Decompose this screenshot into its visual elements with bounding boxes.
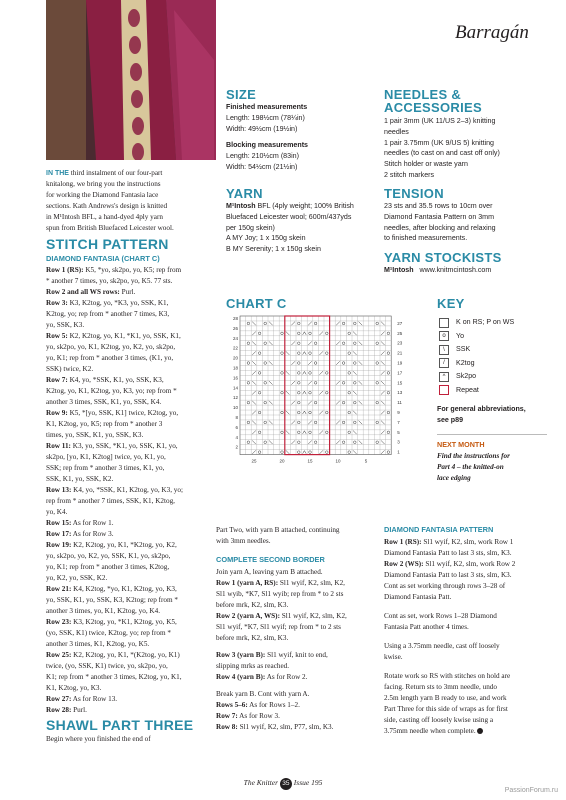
second-border-heading: COMPLETE SECOND BORDER [216, 555, 325, 564]
second-border-text [216, 567, 386, 733]
row-text: facing. Return sts to 3mm needle, undo [384, 683, 497, 691]
stitch-row-line [46, 397, 218, 408]
stitch-row-line [46, 485, 218, 496]
row-number-left: 8 [235, 414, 238, 420]
stitch-row-line [46, 430, 218, 441]
intro-line: for working the Diamond Fantasia lace [46, 191, 159, 199]
key-list [439, 316, 514, 397]
size-block [226, 102, 376, 173]
next-month-heading: NEXT MONTH [437, 440, 485, 449]
ssk-symbol-icon: \ [439, 345, 449, 355]
stitch-row-line [46, 639, 218, 650]
stitch-row-text: K2, K2tog, yo, K1, *K1, yo, SSK, K1, [69, 332, 181, 340]
stitch-row-text: SSK; rep from * another 3 times, K1, yo, [46, 464, 165, 472]
row-number-right: 27 [397, 320, 403, 326]
row-text: 2.5m length yarn B ready to use, and work [384, 694, 507, 702]
needles-heading-1: NEEDLES & [384, 87, 462, 102]
stitch-row-text: yo, SSK, K3. [46, 321, 85, 329]
row-text: Sl1 wyib, *K7, Sl1 wyib; rep from * to 2 sts [216, 590, 344, 598]
row-text: Sl1 wyif, K2, slm, work Row 1 [423, 538, 514, 546]
stitch-row-line [46, 705, 218, 716]
needles-line: needles [384, 127, 409, 136]
stitch-row-text: K3, K2tog, yo, *K1, K2tog, yo, K5, [73, 618, 177, 626]
footer-issue: Issue 195 [293, 778, 323, 787]
stitch-row-text: another 3 times, K1, K2tog, yo, K5. [46, 640, 150, 648]
stitch-row-line [46, 551, 218, 562]
intro-lead: IN THE [46, 170, 69, 177]
row-text: Diamond Fantasia Patt to last 3 sts, slm, K3. [384, 571, 512, 579]
stitch-row-line [46, 265, 218, 276]
yarn-line: Bluefaced Leicester wool; 600m/437yds [226, 212, 352, 221]
row-number-right: 7 [397, 419, 400, 425]
stitch-rows [46, 265, 218, 716]
stitch-row-line [46, 375, 218, 386]
row-number-left: 20 [232, 355, 238, 361]
row-text: 3.75mm needle when complete. [384, 727, 476, 735]
row-text: Sl1 wyif, K2, slm, K2, [279, 579, 345, 587]
stitch-row-text: K2tog, yo, K1, K2tog, yo, K3, yo; rep from * [46, 387, 177, 395]
row-number-left: 16 [232, 375, 238, 381]
row-text: kwise. [384, 653, 403, 661]
stitch-row-text: K1, K2tog, yo, K5; rep from * another 3 [46, 420, 163, 428]
stitch-row-label: Row 19: [46, 541, 72, 549]
key-item [439, 384, 514, 398]
stitch-row-text: K4, K2tog, *yo, K1, K2tog, yo, K3, [73, 585, 177, 593]
divider [437, 434, 547, 435]
stitch-row-text: K3, yo, SSK, *K1, yo, SSK, K1, yo, [72, 442, 178, 450]
stitch-row-line [46, 452, 218, 463]
row-text: Rotate work so RS with stitches on hold are [384, 672, 511, 680]
stitch-row-line [46, 540, 218, 551]
stitch-row-line [46, 309, 218, 320]
shawl-part-three-heading: SHAWL PART THREE [46, 717, 194, 733]
stitch-row-text: times, yo, SSK, K1, yo, SSK, K3. [46, 431, 144, 439]
stitch-row-label: Row 7: [46, 376, 68, 384]
page-number: 35 [280, 778, 292, 790]
stitch-row-text: Purl. [121, 288, 136, 296]
stitch-row-line [46, 320, 218, 331]
stitch-row-text: K5, *[yo, SSK, K1] twice, K2tog, yo, [69, 409, 179, 417]
row-number-right: 11 [397, 400, 402, 406]
scarf-photo [46, 0, 216, 160]
row-number-right: 3 [397, 439, 400, 445]
row-number-left: 4 [235, 434, 238, 440]
stitch-row-text: K4, yo, *SSK, K1, yo, SSK, K3, [69, 376, 164, 384]
join-line: Join yarn A, leaving yarn B attached. [216, 568, 323, 576]
stitch-row-line [46, 683, 218, 694]
stitch-row-label: Row 13: [46, 486, 72, 494]
diamond-pattern-heading: DIAMOND FANTASIA PATTERN [384, 525, 494, 534]
row-number-left: 2 [235, 444, 238, 450]
row-number-right: 21 [397, 350, 403, 356]
stitch-row-label: Row 27: [46, 695, 72, 703]
stockist-url[interactable]: www.knitmcintosh.com [419, 266, 492, 274]
stitch-row-line [46, 353, 218, 364]
knit-symbol-icon [439, 318, 449, 328]
stitch-subheading: DIAMOND FANTASIA (CHART C) [46, 254, 160, 263]
stockists-line [384, 265, 491, 276]
row-number-right: 19 [397, 360, 403, 366]
row-number-right: 1 [397, 449, 400, 455]
sk2po-symbol-icon: ^ [439, 372, 449, 382]
col-number: 15 [307, 458, 313, 464]
row-text: Sl1 wyif, *K7, Sl1 wyif; rep from * to 2 sts [216, 623, 341, 631]
stitch-row-text: K2, K2tog, yo, K1, *K2tog, yo, K2, [73, 541, 177, 549]
stitch-row-label: Row 17: [46, 530, 72, 538]
yarn-heading: YARN [226, 186, 263, 201]
finished-label: Finished measurements [226, 103, 308, 111]
footer-magazine: The Knitter [243, 778, 279, 787]
stitch-row-text: yo, K4. [46, 508, 68, 516]
intro-line: third instalment of our four-part [70, 169, 163, 177]
stitch-row-label: Row 11: [46, 442, 71, 450]
needles-line: 1 pair 3mm (UK 11/US 2–3) knitting [384, 117, 496, 125]
stitch-row-line [46, 672, 218, 683]
key-label: K on RS; P on WS [456, 318, 515, 327]
stitch-row-line [46, 364, 218, 375]
key-label: Sk2po [456, 372, 477, 381]
stitch-row-text: K5, *yo, sk2po, yo, K5; rep from [85, 266, 182, 274]
chart-c [226, 314, 426, 466]
blocking-label: Blocking measurements [226, 141, 309, 150]
stitch-row-line [46, 628, 218, 639]
finished-length: Length: 198½cm (78¼in) [226, 113, 305, 122]
stitch-row-line [46, 496, 218, 507]
stitch-row-text: K1, K2tog, yo, K3. [46, 684, 102, 692]
needles-line: needles (to cast on and cast off only) [384, 149, 500, 158]
key-label: Repeat [456, 385, 479, 394]
row-text: Cont as set, work Rows 1–28 Diamond [384, 612, 497, 620]
stitch-row-text: K3, K2tog, yo, *K3, yo, SSK, K1, [69, 299, 169, 307]
stitch-row-line [46, 298, 218, 309]
diamond-pattern-text [384, 537, 554, 737]
stitch-row-label: Row 28: [46, 706, 72, 714]
stitch-row-text: SSK, K1, yo, SSK, K2. [46, 475, 114, 483]
abbrev-note [437, 404, 526, 426]
intro-line: knitalong, we bring you the instructions [46, 180, 161, 188]
yarn-block [226, 201, 376, 255]
watermark: PassionForum.ru [504, 787, 558, 794]
row-number-left: 26 [232, 325, 238, 331]
stitch-row-text: sk2po, [yo, K1, K2tog] twice, yo, K1, yo, [46, 453, 166, 461]
row-number-left: 10 [232, 405, 238, 411]
stitch-row-line [46, 331, 218, 342]
row-label: Rows 5–6: [216, 701, 248, 709]
repeat-symbol-icon [439, 385, 449, 395]
chart-grid [226, 314, 426, 466]
yarn-brand: M¹Intosh [226, 202, 256, 210]
key-heading: KEY [437, 296, 465, 311]
stitch-row-text: yo, K1; rep from * another 3 times, (K1, yo, [46, 354, 174, 362]
stitch-row-line [46, 342, 218, 353]
row-number-left: 24 [232, 335, 238, 341]
stitch-row-line [46, 650, 218, 661]
row-text: As for Rows 1–2. [249, 701, 300, 709]
stitch-row-line [46, 386, 218, 397]
row-label: Row 3 (yarn B): [216, 651, 266, 659]
row-number-left: 6 [235, 424, 238, 430]
stitch-row-text: rep from * another 7 times, SSK, K1, K2tog, [46, 497, 175, 505]
row-label: Row 8: [216, 723, 238, 731]
stitch-row-text: (yo, SSK, K1) twice, K2tog, yo; rep from * [46, 629, 171, 637]
key-item [439, 370, 514, 384]
stitch-row-label: Row 25: [46, 651, 72, 659]
row-text: Cont as set working through rows 3–28 of [384, 582, 506, 590]
stitch-row-label: Row 15: [46, 519, 72, 527]
stitch-row-text: K2, K2tog, yo, K1, *(K2tog, yo, K1) [73, 651, 180, 659]
stitch-row-label: Row 21: [46, 585, 72, 593]
stitch-row-text: As for Row 3. [72, 530, 114, 538]
row-text: side, casting off loosely kwise using a [384, 716, 494, 724]
stitch-row-label: Row 3: [46, 299, 68, 307]
row-number-right: 9 [397, 410, 400, 416]
col2-top [216, 525, 386, 547]
key-item [439, 343, 514, 357]
next-month-text [437, 451, 510, 484]
needles-line: 1 pair 3.75mm (UK 9/US 5) knitting [384, 138, 494, 147]
stitch-pattern-heading: STITCH PATTERN [46, 236, 169, 252]
key-label: SSK [456, 345, 471, 354]
stitch-row-text: another 3 times, SSK, K1, yo, SSK, K4. [46, 398, 162, 406]
stitch-row-line [46, 419, 218, 430]
row-text: Part Three for this side of wraps as for first [384, 705, 508, 713]
intro-paragraph [46, 168, 216, 234]
row-label: Row 2 (yarn A, WS): [216, 612, 280, 620]
row-text: Fantasia Patt another 4 times. [384, 623, 469, 631]
yarn-b: B MY Serenity; 1 x 150g skein [226, 245, 321, 254]
row-text: slipping mrks as reached. [216, 662, 290, 670]
stitch-row-text: * another 7 times, yo, sk2po, yo, K5. 77 sts. [46, 277, 173, 285]
next-line: Find the instructions for [437, 452, 510, 460]
stitch-row-line [46, 463, 218, 474]
needles-line: Stitch holder or waste yarn [384, 160, 468, 169]
needles-block [384, 116, 544, 181]
row-text: Sl1 wyif, K2, slm, K2, [281, 612, 347, 620]
key-item [439, 316, 514, 330]
yarn-line: BFL (4ply weight; 100% British [257, 202, 354, 210]
stitch-row-text: SSK) twice, K2. [46, 365, 94, 373]
break-line: Break yarn B. Cont with yarn A. [216, 690, 310, 698]
col2-line: Part Two, with yarn B attached, continuing [216, 526, 340, 534]
row-text: Sl1 wyif, K2, slm, P77, slm, K3. [239, 723, 334, 731]
col-number: 5 [364, 458, 368, 464]
tension-line: needles, after blocking and relaxing [384, 223, 496, 232]
blocking-length: Length: 210½cm (83in) [226, 152, 299, 161]
shawl-part-three-text: Begin where you finished the end of [46, 735, 151, 743]
row-label: Row 2 (WS): [384, 560, 424, 568]
stockist-brand: M¹Intosh [384, 266, 414, 274]
stitch-row-line [46, 474, 218, 485]
row-number-right: 5 [397, 429, 400, 435]
stitch-row-text: twice, (yo, SSK, K1) twice, yo, sk2po, yo, [46, 662, 168, 670]
row-text: Diamond Fantasia Patt to last 3 sts, slm, K3. [384, 549, 512, 557]
stitch-row-line [46, 694, 218, 705]
end-mark-icon [477, 728, 483, 734]
stitch-row-text: yo, SSK, K1, yo, SSK, K3, K2tog; rep from * [46, 596, 178, 604]
row-label: Row 1 (yarn A, RS): [216, 579, 279, 587]
stitch-row-text: Purl. [73, 706, 87, 714]
stitch-row-text: another 3 times, yo, K1, K2tog, yo, K4. [46, 607, 160, 615]
yarn-a: A MY Joy; 1 x 150g skein [226, 234, 306, 243]
row-text: As for Row 2. [266, 673, 308, 681]
stitch-row-line [46, 595, 218, 606]
row-number-right: 25 [397, 330, 403, 336]
row-number-left: 14 [232, 385, 238, 391]
col2-line: with 3mm needles. [216, 537, 271, 545]
tension-line: to finished measurements. [384, 234, 468, 243]
stitch-row-line [46, 584, 218, 595]
row-label: Row 1 (RS): [384, 538, 422, 546]
stitch-row-text: K2tog, yo; rep from * another 7 times, K3, [46, 310, 170, 318]
stitch-row-line [46, 606, 218, 617]
stitch-row-line [46, 518, 218, 529]
stitch-row-line [46, 562, 218, 573]
row-text: Sl1 wyif, knit to end, [267, 651, 328, 659]
row-text: Sl1 wyif, K2, slm, work Row 2 [425, 560, 516, 568]
stitch-row-text: yo, sk2po, yo, K1, K2tog, yo, K2, yo, sk2po, [46, 343, 176, 351]
col-number: 10 [335, 458, 341, 464]
row-text: before mrk, K2, slm, K3. [216, 634, 289, 642]
needles-line: 2 stitch markers [384, 170, 435, 179]
stitch-row-line [46, 507, 218, 518]
row-number-right: 13 [397, 390, 403, 396]
blocking-width: Width: 54½cm (21½in) [226, 162, 298, 171]
stitch-row-line [46, 276, 218, 287]
yo-symbol-icon: o [439, 331, 449, 341]
intro-line: spun from British Bluefaced Leicester wool. [46, 224, 174, 232]
yarn-line: per 150g skein) [226, 223, 275, 232]
key-label: K2tog [456, 358, 475, 367]
abbrev-line: see p89 [437, 415, 464, 424]
tension-block [384, 201, 544, 244]
stitch-row-label: Row 9: [46, 409, 68, 417]
k2tog-symbol-icon: / [439, 358, 449, 368]
stitch-row-line [46, 408, 218, 419]
row-label: Row 4 (yarn B): [216, 673, 266, 681]
stitch-row-line [46, 529, 218, 540]
row-text: Diamond Fantasia Patt. [384, 593, 452, 601]
stitch-row-line [46, 617, 218, 628]
page-title: Barragán [455, 22, 529, 43]
finished-width: Width: 49½cm (19½in) [226, 124, 298, 133]
stitch-row-text: K1; rep from * another 3 times, K2tog, yo, K1, [46, 673, 182, 681]
intro-line: in M¹Intosh BFL, a hand-dyed 4ply yarn [46, 213, 163, 221]
intro-line: sections. Kath Andrews's design is knitted [46, 202, 168, 210]
stitch-row-label: Row 5: [46, 332, 68, 340]
stitch-row-text: yo, K2, yo, SSK, K2. [46, 574, 108, 582]
chart-heading: CHART C [226, 296, 287, 311]
col-number: 25 [251, 458, 257, 464]
needles-heading-2: ACCESSORIES [384, 100, 482, 115]
abbrev-line: For general abbreviations, [437, 405, 526, 413]
key-label: Yo [456, 331, 465, 340]
row-text: Using a 3.75mm needle, cast off loosely [384, 642, 500, 650]
stitch-row-label: Row 23: [46, 618, 72, 626]
stitch-row-text: yo, sk2po, yo, K2, yo, SSK, K1, yo, sk2po, [46, 552, 171, 560]
next-line: Part 4 – the knitted-on [437, 463, 504, 471]
row-text: before mrk, K2, slm, K3. [216, 601, 289, 609]
stitch-row-line [46, 661, 218, 672]
row-number-left: 12 [232, 395, 238, 401]
stitch-row-text: As for Row 13. [72, 695, 118, 703]
row-label: Row 7: [216, 712, 238, 720]
row-text: As for Row 3. [239, 712, 280, 720]
scarf-illustration [46, 0, 216, 160]
next-line: lace edging [437, 474, 471, 482]
stitch-row-text: yo, K1; rep from * another 3 times, K2tog, [46, 563, 170, 571]
col-number: 20 [279, 458, 285, 464]
row-number-left: 28 [232, 315, 238, 321]
stitch-row-line [46, 287, 218, 298]
size-heading: SIZE [226, 87, 257, 102]
page-footer [0, 778, 566, 790]
row-number-left: 18 [232, 365, 238, 371]
tension-line: 23 sts and 35.5 rows to 10cm over [384, 202, 493, 210]
stitch-row-label: Row 1 (RS): [46, 266, 84, 274]
tension-line: Diamond Fantasia Pattern on 3mm [384, 212, 495, 221]
row-number-right: 15 [397, 380, 403, 386]
row-number-right: 23 [397, 340, 403, 346]
key-item [439, 330, 514, 344]
key-item [439, 357, 514, 371]
stitch-row-line [46, 441, 218, 452]
stitch-row-line [46, 573, 218, 584]
row-number-left: 22 [232, 345, 238, 351]
stockists-heading: YARN STOCKISTS [384, 250, 502, 265]
stitch-row-text: As for Row 1. [72, 519, 114, 527]
row-number-right: 17 [397, 370, 403, 376]
stitch-row-label: Row 2 and all WS rows: [46, 288, 120, 296]
needles-heading [384, 88, 482, 114]
stitch-row-text: K4, yo, *SSK, K1, K2tog, yo, K3, yo; [73, 486, 183, 494]
tension-heading: TENSION [384, 186, 444, 201]
